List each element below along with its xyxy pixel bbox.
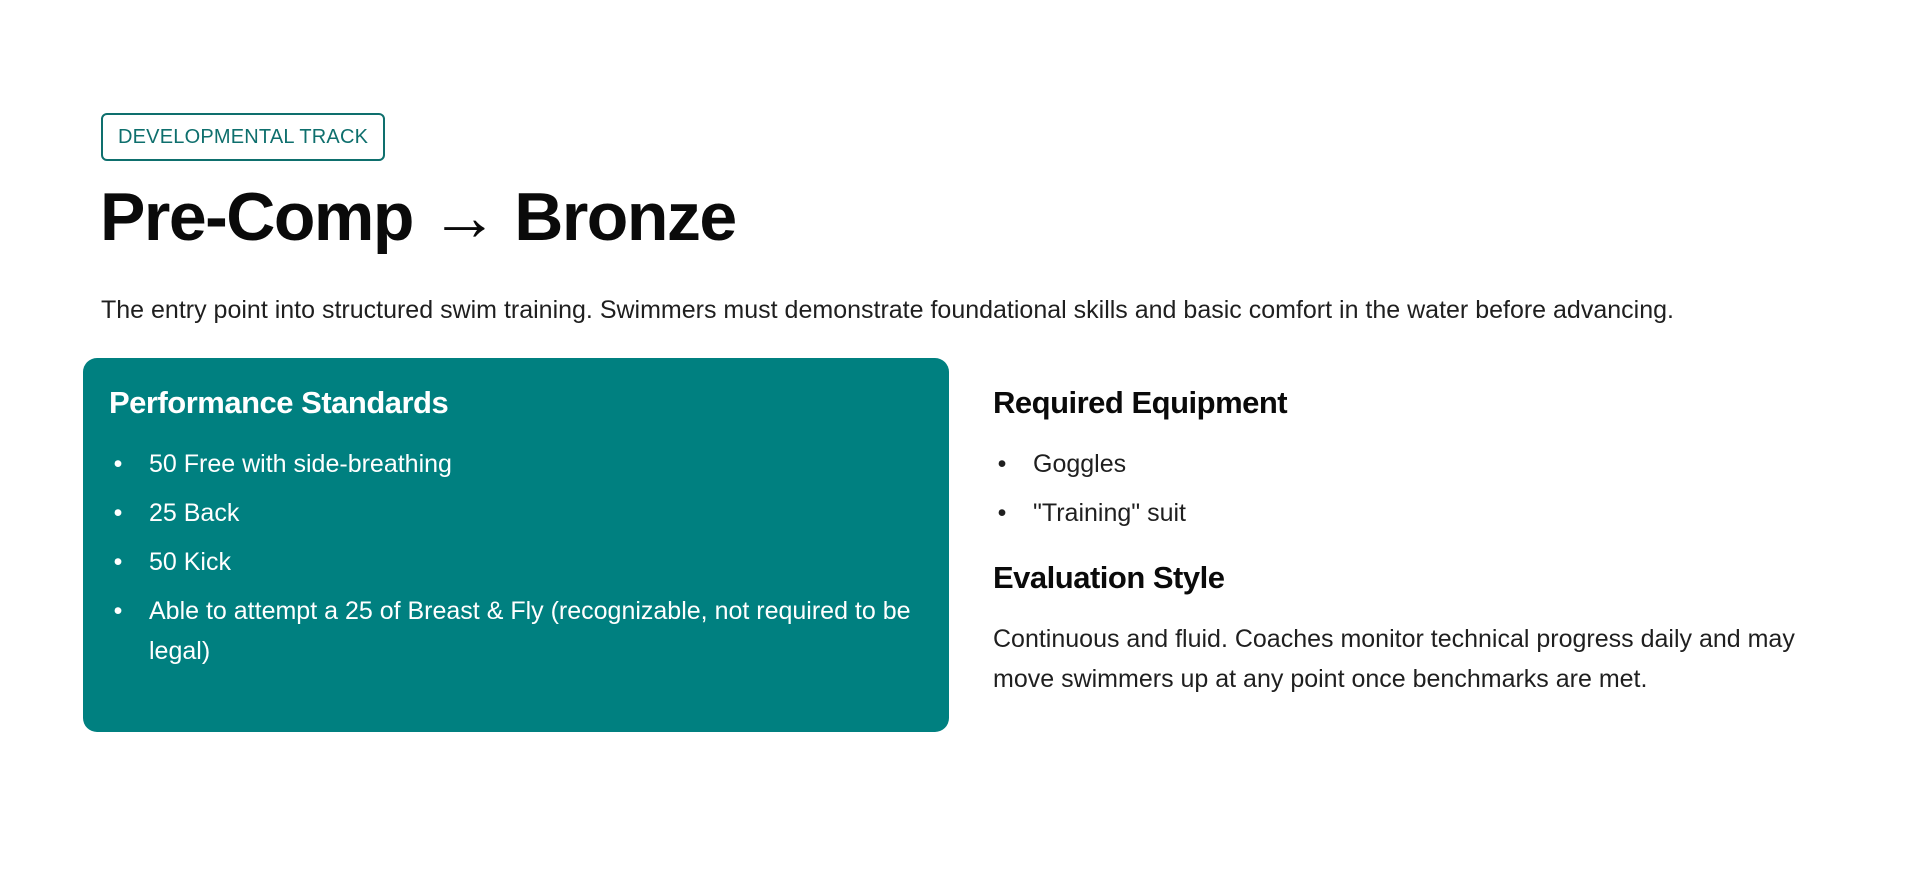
performance-standards-heading: Performance Standards bbox=[109, 385, 449, 420]
bullet-icon: • bbox=[113, 548, 123, 576]
bullet-icon: • bbox=[113, 450, 123, 478]
list-item bbox=[993, 493, 1853, 533]
page-title: Pre-Comp → Bronze bbox=[100, 179, 736, 255]
performance-standards-card bbox=[83, 358, 949, 732]
list-item-text: Goggles bbox=[1033, 450, 1127, 478]
evaluation-style-heading: Evaluation Style bbox=[993, 560, 1225, 595]
list-item-text: Able to attempt a 25 of Breast & Fly (recognizable, not required to be legal) bbox=[149, 597, 911, 665]
required-equipment-list bbox=[993, 444, 1853, 533]
required-equipment-heading: Required Equipment bbox=[993, 385, 1288, 420]
list-item-text: "Training" suit bbox=[1033, 499, 1186, 527]
bullet-icon: • bbox=[113, 499, 123, 527]
list-item-text: 50 Free with side-breathing bbox=[149, 450, 452, 478]
intro-text: The entry point into structured swim training. Swimmers must demonstrate foundational skills and basic comfort in the water before advancing. bbox=[101, 296, 1674, 324]
performance-standards-list bbox=[109, 444, 923, 671]
track-badge: DEVELOPMENTAL TRACK bbox=[101, 113, 385, 161]
bullet-icon: • bbox=[997, 499, 1007, 527]
evaluation-style-text: Continuous and fluid. Coaches monitor technical progress daily and may move swimmers up at any point once benchmarks are met. bbox=[993, 625, 1795, 693]
bullet-icon: • bbox=[997, 450, 1007, 478]
bullet-icon: • bbox=[113, 597, 123, 625]
details-column bbox=[993, 358, 1853, 699]
list-item bbox=[109, 493, 923, 533]
list-item-text: 25 Back bbox=[149, 499, 240, 527]
list-item bbox=[109, 542, 923, 582]
list-item bbox=[109, 591, 923, 671]
list-item-text: 50 Kick bbox=[149, 548, 231, 576]
list-item bbox=[993, 444, 1853, 484]
list-item bbox=[109, 444, 923, 484]
